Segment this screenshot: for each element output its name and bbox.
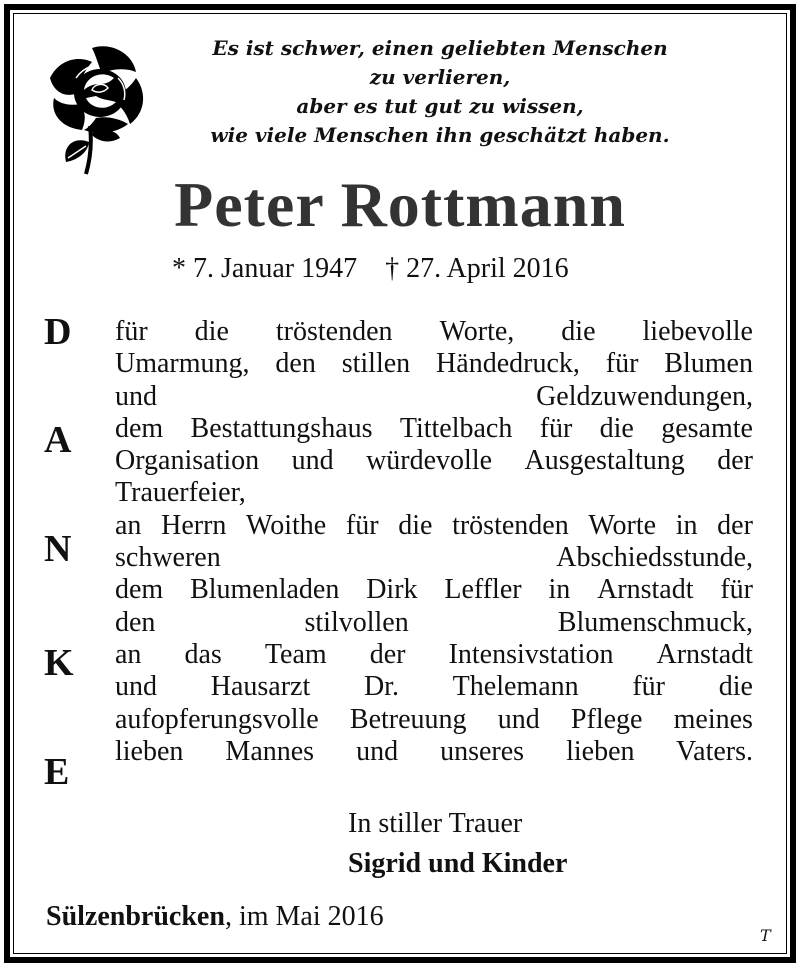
- place-name: Sülzenbrücken: [46, 901, 225, 932]
- thanks-text: [115, 316, 753, 768]
- acrostic-letter: A: [44, 419, 72, 461]
- acrostic-letter: K: [44, 642, 74, 684]
- thanks-line: und Geldzuwendungen,: [115, 380, 753, 412]
- deceased-name: Peter Rottmann: [174, 169, 626, 240]
- rose-icon: [40, 38, 150, 178]
- thanks-line: und Hausarzt Dr. Thelemann für die: [115, 671, 753, 703]
- thanks-line: schweren Abschiedsstunde,: [115, 542, 753, 574]
- thanks-line: an das Team der Intensivstation Arnstadt: [115, 638, 753, 670]
- thanks-line: an Herrn Woithe für die tröstenden Worte in der: [115, 509, 753, 541]
- publisher-mark: T: [760, 926, 771, 945]
- thanks-line: Trauerfeier,: [115, 477, 246, 509]
- birth-date: * 7. Januar 1947: [172, 253, 358, 284]
- date-text: , im Mai 2016: [224, 901, 384, 932]
- quote-line: Es ist schwer, einen geliebten Menschen: [212, 36, 668, 60]
- quote-line: aber es tut gut zu wissen,: [296, 94, 584, 118]
- thanks-line: Umarmung, den stillen Händedruck, für Blumen: [115, 348, 753, 380]
- acrostic-letter: N: [44, 528, 72, 570]
- quote-line: wie viele Menschen ihn geschätzt haben.: [210, 123, 670, 147]
- quote-line: zu verlieren,: [369, 65, 511, 89]
- acrostic-letter: E: [44, 751, 70, 793]
- condolence-quote: [160, 34, 720, 150]
- thanks-line: für die tröstenden Worte, die liebevolle: [115, 316, 753, 347]
- signature-intro: In stiller Trauer: [348, 808, 523, 839]
- acrostic-letter: D: [44, 311, 72, 353]
- place-date: [46, 901, 384, 933]
- thanks-line: den stilvollen Blumenschmuck,: [115, 606, 753, 638]
- thanks-line: lieben Mannes und unseres lieben Vaters.: [115, 735, 753, 767]
- life-dates: [172, 253, 597, 285]
- signature-names: Sigrid und Kinder: [348, 848, 568, 879]
- death-date: † 27. April 2016: [385, 253, 569, 284]
- thanks-line: dem Bestattungshaus Tittelbach für die gesamte: [115, 412, 753, 444]
- thanks-line: dem Blumenladen Dirk Leffler in Arnstadt für: [115, 574, 753, 606]
- thanks-line: aufopferungsvolle Betreuung und Pflege meines: [115, 703, 753, 735]
- thanks-line: Organisation und würdevolle Ausgestaltung der: [115, 445, 753, 477]
